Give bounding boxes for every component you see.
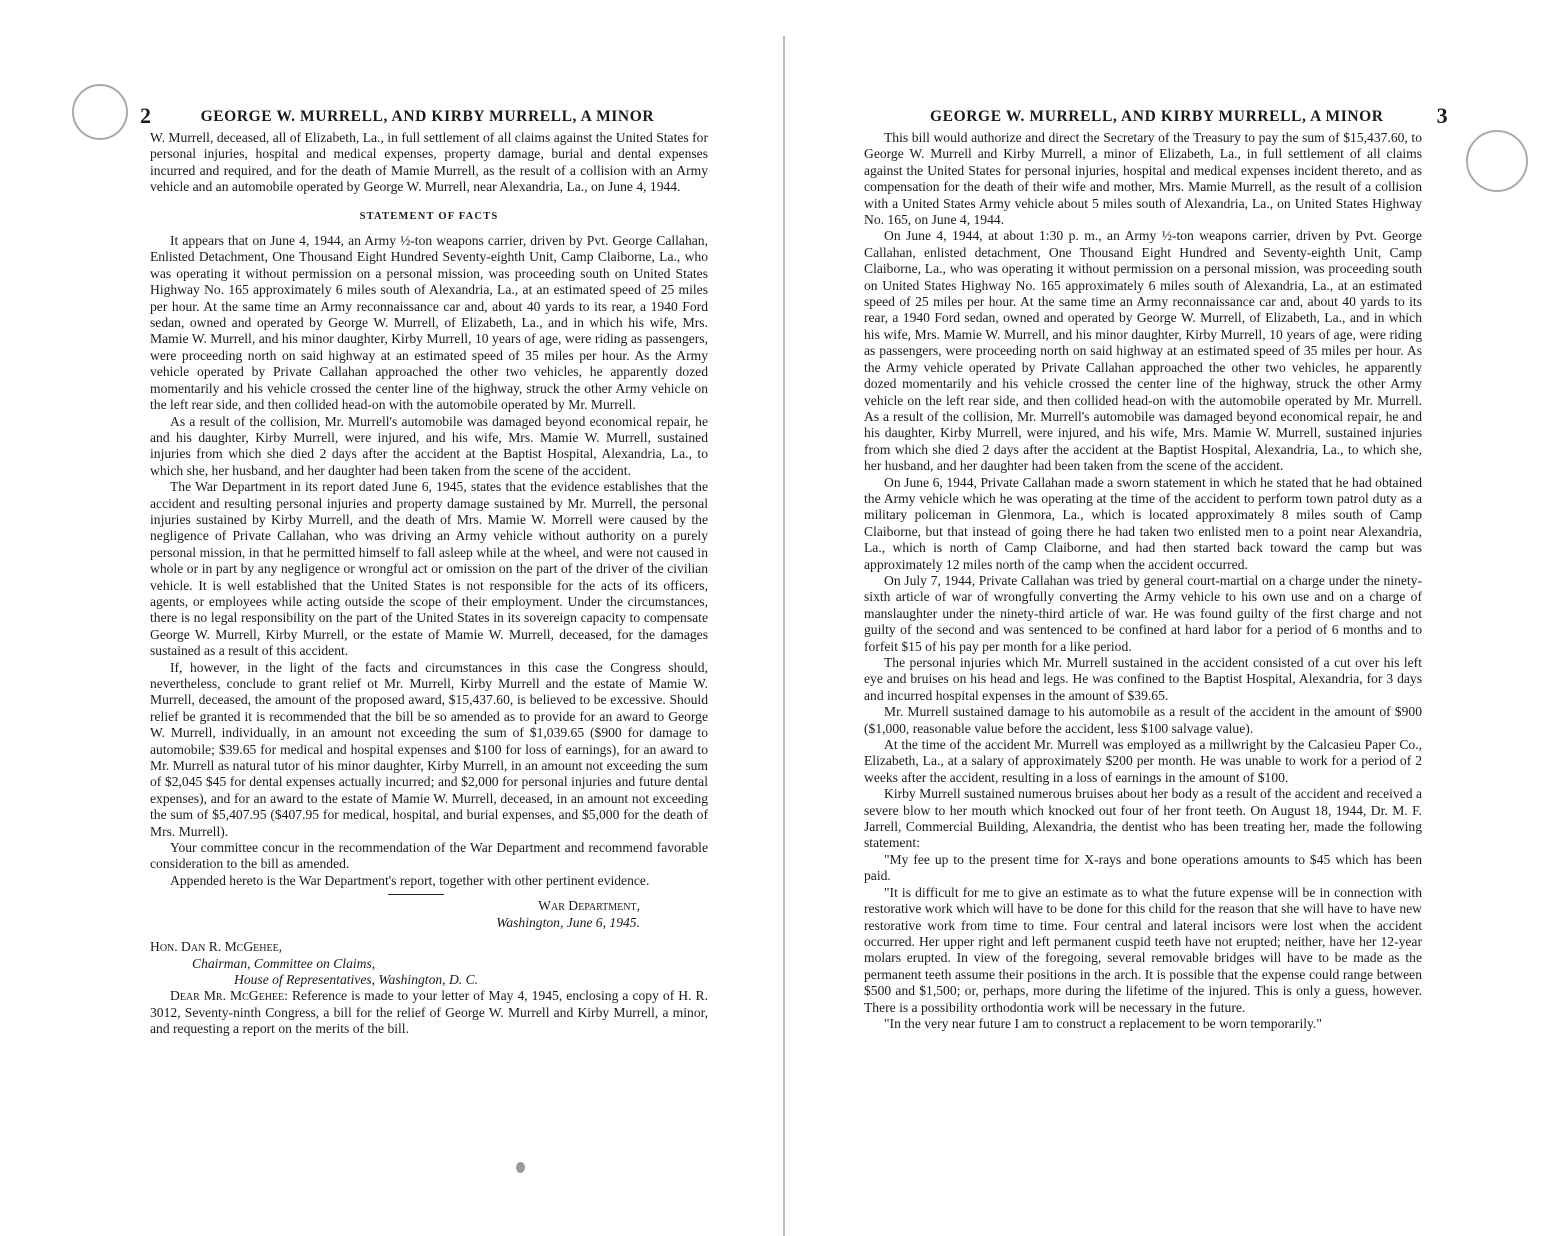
left-paragraph-5: Your committee concur in the recommendation of the War Department and recommend favorable consideration to the bill as amended. — [150, 840, 708, 872]
letter-place-date: Washington, June 6, 1945. — [496, 914, 640, 930]
left-paragraph-2: As a result of the collision, Mr. Murrell's automobile was damaged beyond economical repair, he and his daughter, Kirby Murrell, were injured, and his wife, Mrs. Mamie W. Murrell, sustained injuries from which she died 2 days after the accident at the Baptist Hospital, Alexandria, La., to which she, her husband, and her daughter had been taken from the scene of the accident. — [150, 413, 708, 478]
letter-body-text: Reference is made to your letter of May 4, 1945, enclosing a copy of H. R. 3012, Seventy-ninth Congress, a bill for the relief of George W. Murrell and Kirby Murrell, a minor, and requesting a report on the merits of the bill. — [150, 988, 708, 1037]
right-page-number: 3 — [1436, 103, 1449, 128]
right-paragraph-10: "It is difficult for me to give an estimate as to what the future expense will be in connection with restorative work which will have to be done for this child for the reason that she will have to have new restorative work from time to time. Four central and lateral incisors were lost when the accident occurred. Her upper right and left permanent cuspid teeth have not erupted; neither, have her 12-year molars erupted. In view of the foregoing, several removable bridges will have to be made as the permanent teeth assume their positions in the arch. It is possible that the expense could range between $500 and $1,500; or, perhaps, more during the lifetime of the injured. This is only a guess, however. There is a possibility orthodontia work will be necessary in the future. — [864, 884, 1422, 1015]
left-running-head — [140, 103, 654, 129]
right-running-head-text: GEORGE W. MURRELL, AND KIRBY MURRELL, A MINOR — [930, 108, 1384, 125]
left-intro: W. Murrell, deceased, all of Elizabeth, La., in full settlement of all claims against the United States for personal injuries, hospital and medical expenses, property damage, burial and dental expenses incurred and required, and for the death of Mamie Murrell, as the result of a collision with an Army vehicle and an automobile operated by George W. Murrell, near Alexandria, La., on June 4, 1944. — [150, 130, 708, 195]
right-body — [864, 130, 1422, 1032]
right-paragraph-6: Mr. Murrell sustained damage to his automobile as a result of the accident in the amount of $900 ($1,000, reasonable value before the accident, less $100 salvage value). — [864, 704, 1422, 736]
right-paragraph-11: "In the very near future I am to construct a replacement to be worn temporarily." — [884, 1015, 1322, 1031]
letter-addressee-name: Hon. Dan R. McGehee, — [150, 939, 283, 955]
right-paragraph-9: "My fee up to the present time for X-rays and bone operations amounts to $45 which has been paid. — [864, 851, 1422, 884]
letter-salutation: Dear Mr. McGehee: — [170, 988, 288, 1004]
letter-department: War Department, — [538, 898, 640, 914]
ink-smudge — [516, 1162, 525, 1173]
left-paragraph-6: Appended hereto is the War Department's report, together with other pertinent evidence. — [170, 872, 650, 888]
right-paragraph-5: The personal injuries which Mr. Murrell sustained in the accident consisted of a cut over his left eye and bruises on his head and legs. He was confined to the Baptist Hospital, Alexandria, for 3 days and incurred hospital expenses in the amount of $39.65. — [864, 655, 1422, 703]
right-paragraph-8: Kirby Murrell sustained numerous bruises about her body as a result of the accident and received a severe blow to her mouth which knocked out four of her front teeth. On August 18, 1944, Dr. M. F. Jarrell, Commercial Building, Alexandria, the dentist who has been treating her, made the following statement: — [864, 786, 1422, 851]
left-running-head-text: GEORGE W. MURRELL, AND KIRBY MURRELL, A MINOR — [200, 108, 655, 125]
left-paragraph-4: If, however, in the light of the facts and circumstances in this case the Congress should, nevertheless, conclude to grant relief ot Mr. Murrell, Kirby Murrell and the estate of Mamie W. Murrell, deceased, the amount of the proposed award, $15,437.60, is believed to be excessive. Should relief be granted it is recommended that the bill be so amended as to provide for an award to George W. Murrell, individually, in an amount not exceeding the sum of $1,039.65 ($900 for damage to automobile; $39.65 for medical and hospital expenses and $100 for loss of earnings), for an award to Mr. Murrell as natural tutor of his minor daughter, Kirby Murrell, in an amount not exceeding the sum of $2,045 $45 for dental expenses actually incurred; and $2,000 for personal injuries and future dental expenses), and for an award to the estate of Mamie W. Murrell, deceased, in an amount not exceeding the sum of $5,407.95 ($407.95 for medical, hospital, and burial expenses, and $5,000 for the death of Mrs. Murrell). — [150, 659, 708, 839]
right-page — [788, 0, 1542, 1236]
truman-library-stamp-icon — [1466, 130, 1528, 192]
right-running-head — [930, 103, 1448, 129]
right-paragraph-4: On July 7, 1944, Private Callahan was tried by general court-martial on a charge under the ninety-sixth article of war of wrongfully converting the Army vehicle to his own use and on a charge of manslaughter under the ninety-third article of war. He was found guilty of the first charge and not guilty of the second and was sentenced to be confined at hard labor for a period of 6 months and to forfeit $15 of his pay per month for a like period. — [864, 572, 1422, 654]
right-paragraph-2: On June 4, 1944, at about 1:30 p. m., an Army ½-ton weapons carrier, driven by Pvt. George Callahan, enlisted detachment, One Thousand Eight Hundred and Seventy-eighth Unit, Camp Claiborne, La., who was operating it without permission on a personal mission, was proceeding south on United States Highway No. 165 approximately 6 miles south of Alexandria, La., at an estimated speed of 25 miles per hour. At the same time an Army reconnaissance car and, about 40 yards to its rear, a 1940 Ford sedan, owned and operated by George W. Murrell, of Elizabeth, La., and in which his wife, Mrs. Mamie W. Murrell, and his minor daughter, Kirby Murrell, 10 years of age, were riding as passengers, were proceeding north on said highway at an estimated speed of 35 miles per hour. As the Army vehicle operated by Private Callahan approached the other two vehicles, he apparently dozed momentarily and his vehicle crossed the center line of the highway, struck the other Army vehicle on the left rear side, and then collided head-on with the automobile operated by Mr. Murrell. As a result of the collision, Mr. Murrell's automobile was damaged beyond economical repair, he and his daughter, Kirby Murrell, were injured, and his wife, Mrs. Mamie W. Murrell, sustained injuries from which she died 2 days after the accident at the Baptist Hospital, Alexandria, La., to which she, her husband, and her daughter had been taken from the scene of the accident. — [864, 228, 1422, 474]
statement-of-facts-heading: STATEMENT OF FACTS — [359, 210, 499, 222]
letter-addressee-org: House of Representatives, Washington, D. C. — [234, 971, 479, 987]
letter-body — [150, 988, 708, 1037]
right-paragraph-1: This bill would authorize and direct the Secretary of the Treasury to pay the sum of $15,437.60, to George W. Murrell and Kirby Murrell, a minor of Elizabeth, La., in full settlement of all claims against the United States for personal injuries, hospital and medical expenses incident thereto, and as compensation for the death of their wife and mother, Mrs. Mamie Murrell, as the result of a collision with a United States Army vehicle about 5 miles south of Alexandria, La., on United States Highway No. 165, on June 4, 1944. — [864, 130, 1422, 228]
left-body — [150, 130, 708, 1038]
library-stamp-icon — [72, 84, 128, 140]
right-paragraph-3: On June 6, 1944, Private Callahan made a sworn statement in which he stated that he had obtained the Army vehicle which he was operating at the time of the accident to perform town patrol duty as a military policeman in Glenmora, La., which is located approximately 8 miles south of Camp Claiborne, but that instead of going there he had taken two enlisted men to a point near Alexandria, La., which is north of Camp Claiborne, and had then started back toward the camp but was approximately 12 miles north of the camp when the accident occurred. — [864, 474, 1422, 572]
left-page-number: 2 — [140, 103, 152, 128]
letter-addressee-title: Chairman, Committee on Claims, — [192, 955, 376, 971]
left-paragraph-1: It appears that on June 4, 1944, an Army ½-ton weapons carrier, driven by Pvt. George Callahan, Enlisted Detachment, One Thousand Eight Hundred Seventy-eighth Unit, Camp Claiborne, La., who was operating it without permission on a personal mission, was proceeding south on United States Highway No. 165 approximately 6 miles south of Alexandria, La., at an estimated speed of 25 miles per hour. At the same time an Army reconnaissance car and, about 40 yards to its rear, a 1940 Ford sedan, owned and operated by George W. Murrell, of Elizabeth, La., and in which his wife, Mrs. Mamie W. Murrell, and his minor daughter, Kirby Murrell, 10 years of age, were riding as passengers, were proceeding north on said highway at an estimated speed of 35 miles per hour. As the Army vehicle operated by Private Callahan approached the other two vehicles, he apparently dozed momentarily and his vehicle crossed the center line of the highway, struck the other Army vehicle on the left rear side, and then collided head-on with the automobile operated by Mr. Murrell. — [150, 233, 708, 413]
left-paragraph-3: The War Department in its report dated June 6, 1945, states that the evidence establishes that the accident and resulting personal injuries and property damage sustained by Mr. Murrell, the personal injuries sustained by Kirby Murrell, and the death of Mrs. Mamie W. Morrell were caused by the negligence of Private Callahan, who was driving an Army vehicle without authority on a purely personal mission, in that he permitted himself to fall asleep while at the wheel, and were not caused in whole or in part by any negligence or wrongful act or omission on the part of the driver of the civilian vehicle. It is well established that the United States is not responsible for the acts of its officers, agents, or employees while acting outside the scope of their employment. Under the circumstances, there is no legal responsibility on the part of the United States in its sovereign capacity to compensate George W. Murrell, Kirby Murrell, or the estate of Mamie W. Murrell, deceased, for the damages sustained as a result of this accident. — [150, 479, 708, 659]
page-gutter — [783, 36, 785, 1236]
right-paragraph-7: At the time of the accident Mr. Murrell was employed as a millwright by the Calcasieu Paper Co., Elizabeth, La., at a salary of approximately $200 per month. He was unable to work for a period of 2 weeks after the accident, resulting in a loss of earnings in the amount of $100. — [864, 737, 1422, 785]
section-rule — [388, 894, 444, 895]
